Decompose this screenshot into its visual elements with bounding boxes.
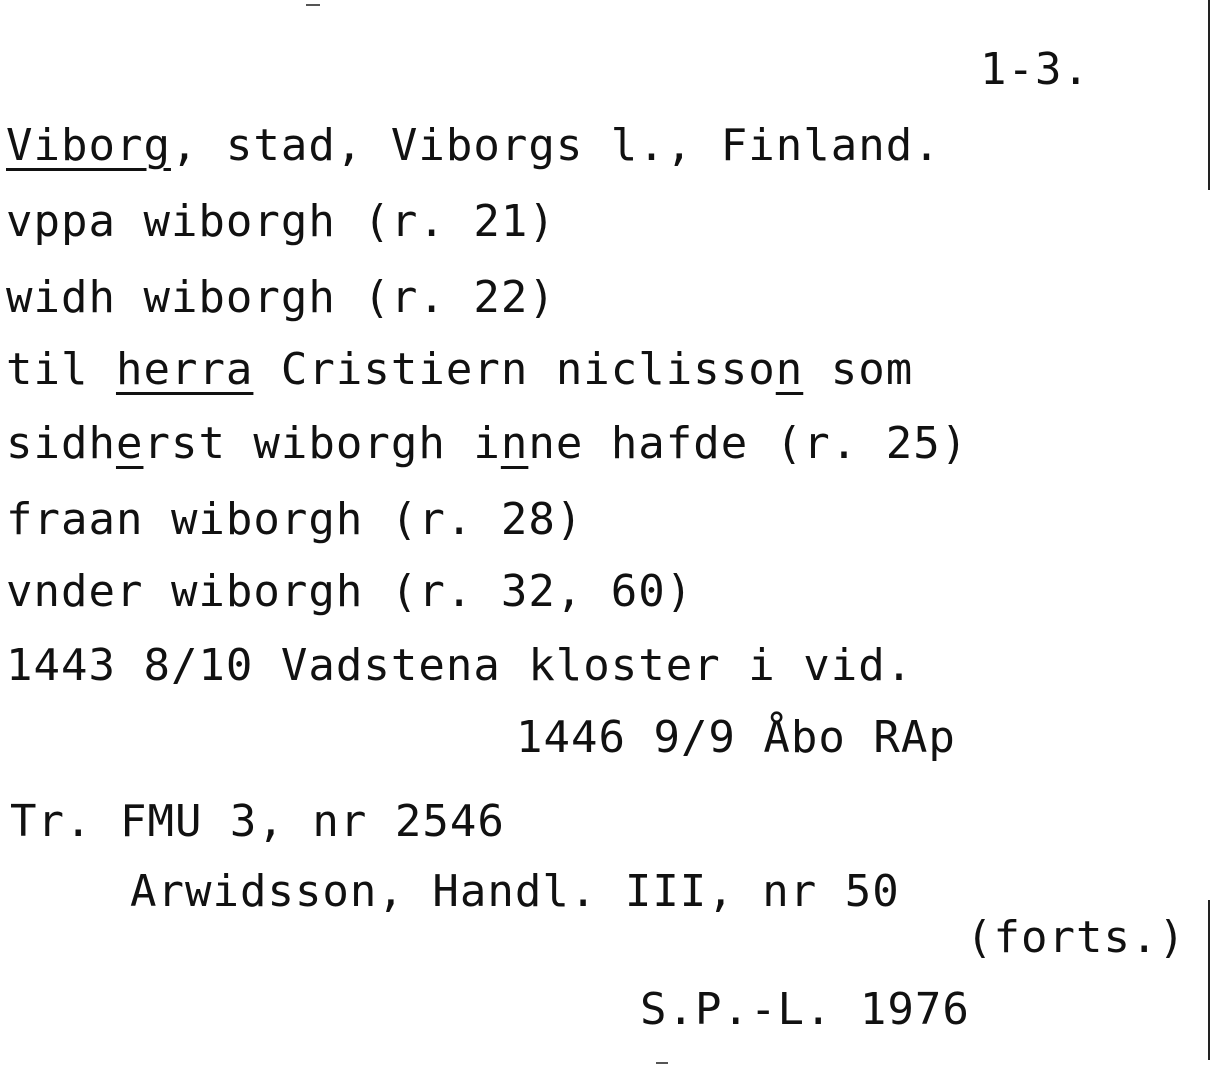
scan-speck: [306, 4, 320, 6]
continued-note: (forts.): [966, 912, 1186, 963]
headword-description: , stad, Viborgs l., Finland.: [170, 120, 941, 171]
text-segment: rst wiborgh i: [143, 418, 501, 469]
source-archive-line: 1446 9/9 Åbo RAp: [516, 712, 956, 763]
card-number: 1-3.: [980, 44, 1090, 95]
signature: S.P.-L. 1976: [640, 984, 970, 1035]
underlined-segment: n: [500, 418, 529, 469]
text-segment: Cristiern niclisso: [253, 344, 776, 395]
printed-source-line: Arwidsson, Handl. III, nr 50: [130, 866, 900, 917]
text-segment: til: [6, 344, 116, 395]
card-edge-line: [1208, 0, 1210, 190]
printed-source-line: Tr. FMU 3, nr 2546: [10, 796, 505, 847]
underlined-segment: e: [115, 418, 144, 469]
scan-speck: [656, 1062, 668, 1064]
text-segment: sidh: [6, 418, 116, 469]
headword-line: [6, 120, 941, 172]
attestation-line: fraan wiborgh (r. 28): [6, 494, 584, 545]
source-date-line: 1443 8/10 Vadstena kloster i vid.: [6, 640, 914, 691]
attestation-line: vppa wiborgh (r. 21): [6, 196, 556, 247]
card-edge-line: [1208, 900, 1210, 1060]
headword: Viborg: [6, 120, 171, 171]
attestation-line: [6, 418, 968, 470]
underlined-segment: n: [775, 344, 804, 395]
text-segment: ne hafde (r. 25): [528, 418, 969, 469]
attestation-line: vnder wiborgh (r. 32, 60): [6, 566, 694, 617]
attestation-line: [6, 344, 913, 396]
attestation-line: widh wiborgh (r. 22): [6, 272, 556, 323]
text-segment: som: [803, 344, 914, 395]
underlined-segment: herra: [115, 344, 254, 395]
